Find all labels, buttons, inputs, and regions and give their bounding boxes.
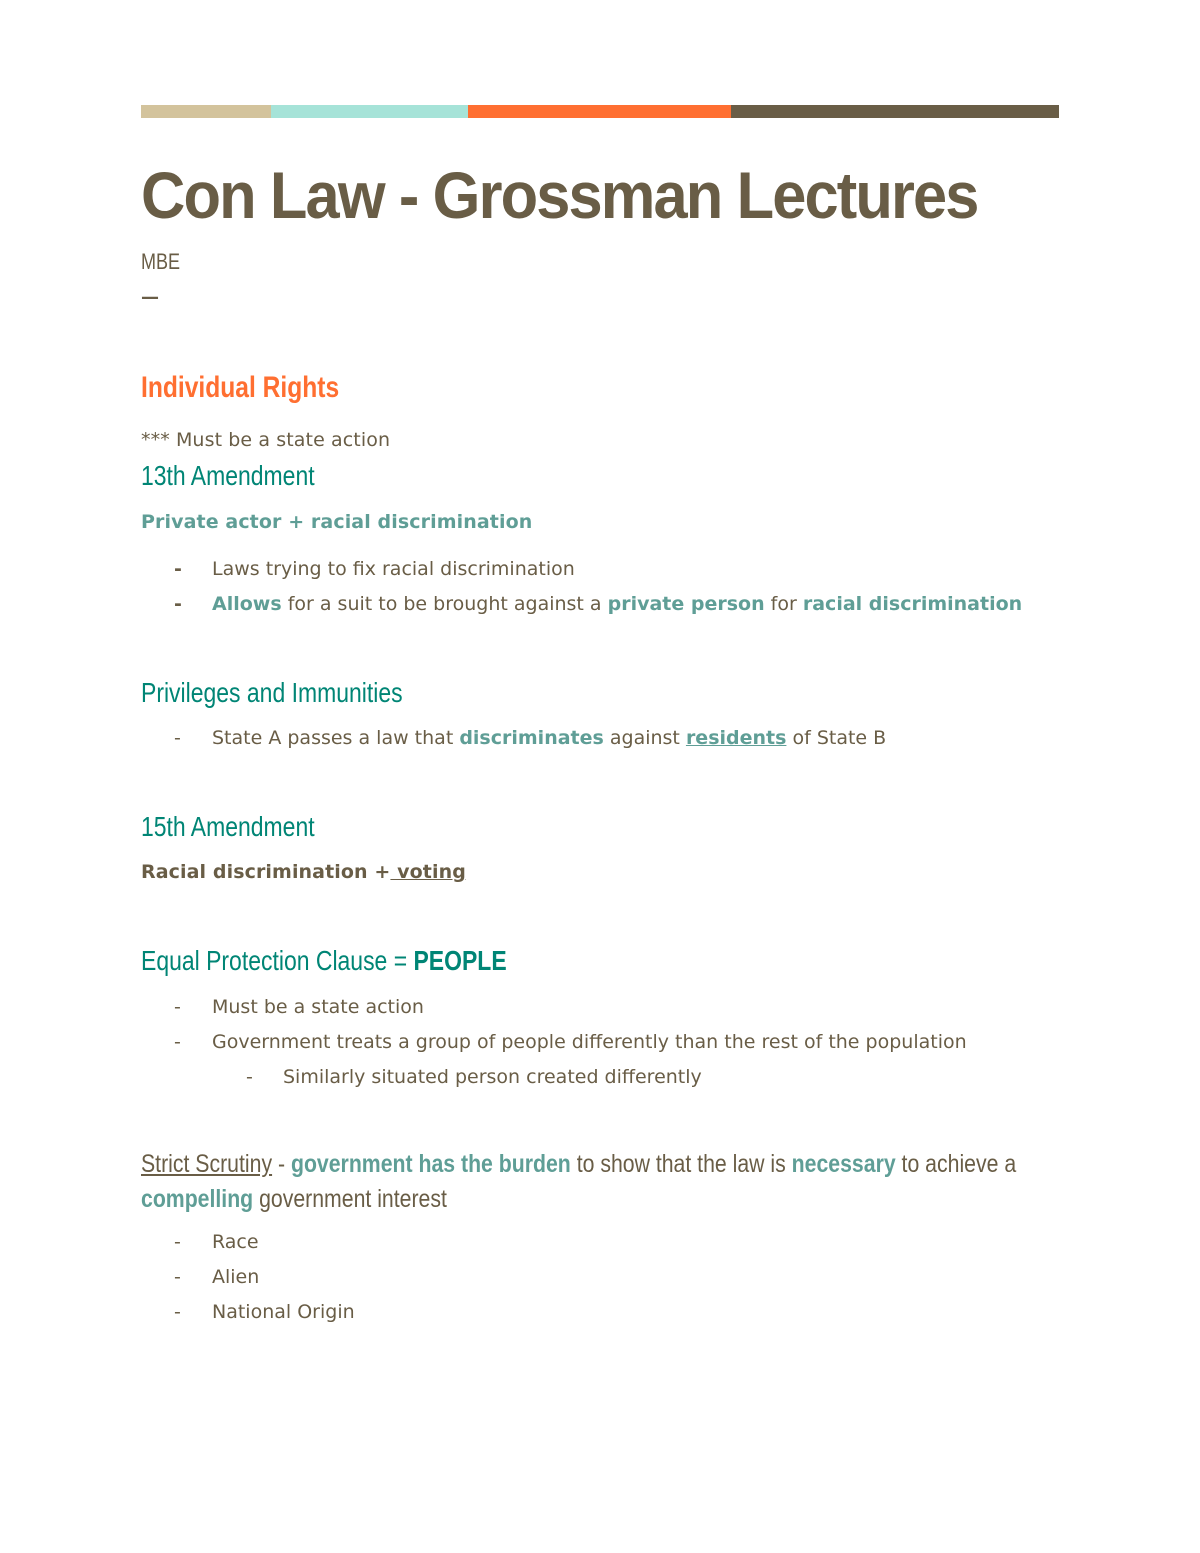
strict-scrutiny-line2: compelling government interest xyxy=(141,1185,447,1213)
bullet-marker: - xyxy=(174,996,181,1018)
equal-protection-heading: Equal Protection Clause = PEOPLE xyxy=(141,945,507,976)
list-item-text: National Origin xyxy=(212,1301,355,1323)
amendment13-heading: 13th Amendment xyxy=(141,460,315,491)
page-title: Con Law - Grossman Lectures xyxy=(141,158,978,232)
page-subtitle: MBE xyxy=(141,249,181,274)
bullet-marker: - xyxy=(174,558,182,580)
strict-scrutiny-label: Strict Scrutiny xyxy=(141,1150,273,1178)
bullet-marker: - xyxy=(174,1231,181,1253)
amendment13-subheading: Private actor + racial discrimination xyxy=(141,511,533,533)
list-item-text: Allows for a suit to be brought against a private person for racial discrimination xyxy=(212,593,1023,615)
bullet-marker: - xyxy=(174,727,181,749)
list-item-text: Race xyxy=(212,1231,259,1253)
list-item-text: Similarly situated person created differently xyxy=(283,1066,702,1088)
individual-rights-heading: Individual Rights xyxy=(141,371,340,404)
color-bar-tan xyxy=(141,105,271,118)
bullet-marker: - xyxy=(174,1031,181,1053)
list-item-text: Must be a state action xyxy=(212,996,424,1018)
bullet-marker: - xyxy=(246,1066,253,1088)
title-dash: — xyxy=(141,287,159,308)
strict-scrutiny-line1: Strict Scrutiny - government has the burden to show that the law is necessary to achieve a xyxy=(141,1150,1017,1178)
color-bar-orange xyxy=(468,105,731,118)
list-item-text: Alien xyxy=(212,1266,260,1288)
color-bar-brown xyxy=(731,105,1059,118)
privileges-heading: Privileges and Immunities xyxy=(141,677,403,708)
list-item-text: Laws trying to fix racial discrimination xyxy=(212,558,575,580)
list-item-text: State A passes a law that discriminates against residents of State B xyxy=(212,727,887,749)
color-bar-aqua xyxy=(271,105,468,118)
bullet-marker: - xyxy=(174,593,182,615)
state-action-note: *** Must be a state action xyxy=(141,429,391,451)
list-item-text: Government treats a group of people differently than the rest of the population xyxy=(212,1031,967,1053)
bullet-marker: - xyxy=(174,1301,181,1323)
amendment15-line: Racial discrimination + voting xyxy=(141,861,466,883)
bullet-marker: - xyxy=(174,1266,181,1288)
color-bar xyxy=(141,105,1059,118)
amendment15-heading: 15th Amendment xyxy=(141,811,315,842)
